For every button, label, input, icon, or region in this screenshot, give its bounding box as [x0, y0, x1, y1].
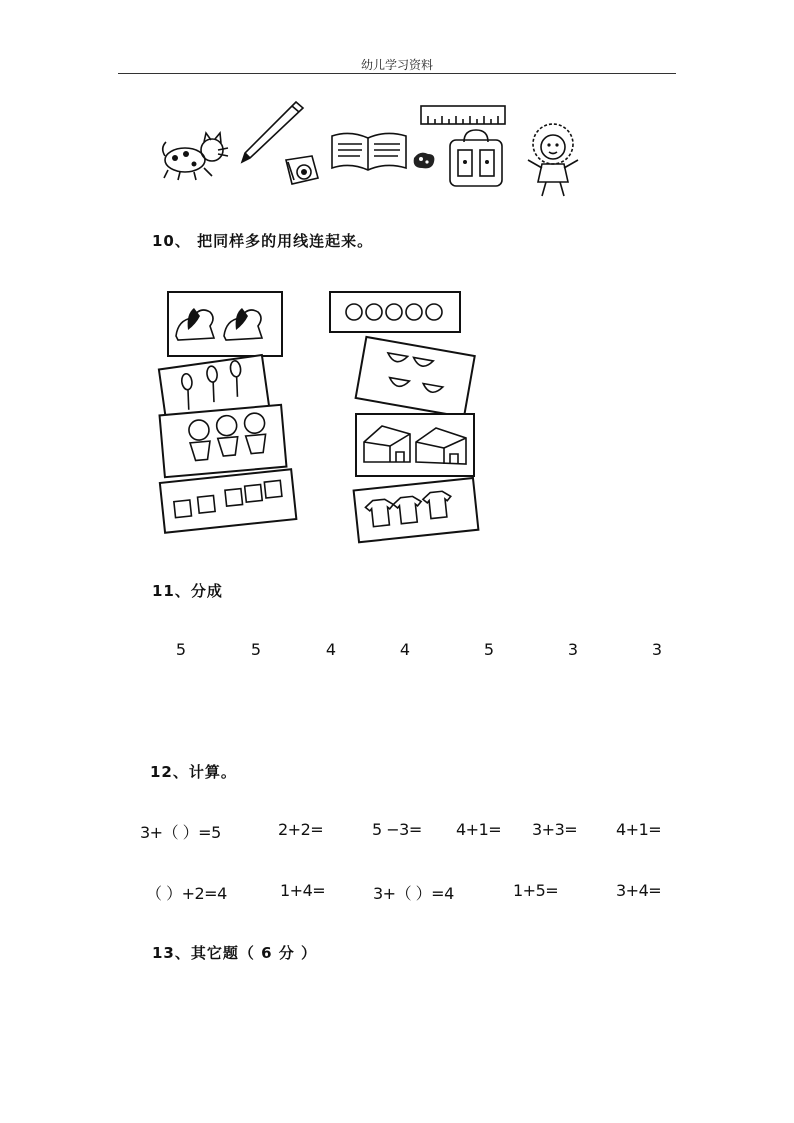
eraser-icon: [410, 150, 438, 172]
card-squares: [158, 464, 298, 536]
book-icon: [330, 130, 408, 174]
card-bowls: [354, 332, 476, 424]
header-rule: [118, 73, 676, 74]
equation: 2+2=: [278, 820, 324, 839]
page-header: 幼儿学习资料: [360, 58, 433, 72]
split-number: 5: [250, 640, 262, 659]
card-clothes: [352, 474, 482, 546]
equation: 3+（ ）=4: [373, 884, 454, 903]
equation: 3+4=: [616, 881, 662, 900]
card-houses: [354, 412, 476, 480]
sharpener-icon: [282, 152, 322, 188]
question-11-title: 11、分成: [152, 582, 223, 600]
question-12-title: 12、计算。: [150, 763, 237, 781]
split-number: 4: [325, 640, 337, 659]
equation: 4+1=: [616, 820, 662, 839]
girl-icon: [520, 120, 586, 200]
equation: 1+5=: [513, 881, 559, 900]
split-number: 5: [483, 640, 495, 659]
question-10-title: 10、 把同样多的用线连起来。: [152, 232, 374, 250]
split-number: 3: [651, 640, 663, 659]
equation: 3+3=: [532, 820, 578, 839]
schoolbag-icon: [446, 128, 506, 190]
split-number: 5: [175, 640, 187, 659]
card-circles: [328, 290, 464, 336]
equation: 1+4=: [280, 881, 326, 900]
equation: 5 −3=: [372, 820, 422, 839]
split-number: 4: [399, 640, 411, 659]
question-13-title: 13、其它题（ 6 分 ）: [152, 944, 317, 962]
equation: 3+（ ）=5: [140, 823, 221, 842]
equation: （ ）+2=4: [146, 884, 227, 903]
split-number: 3: [567, 640, 579, 659]
equation: 4+1=: [456, 820, 502, 839]
cat-icon: [160, 128, 230, 183]
ruler-icon: [420, 104, 508, 126]
